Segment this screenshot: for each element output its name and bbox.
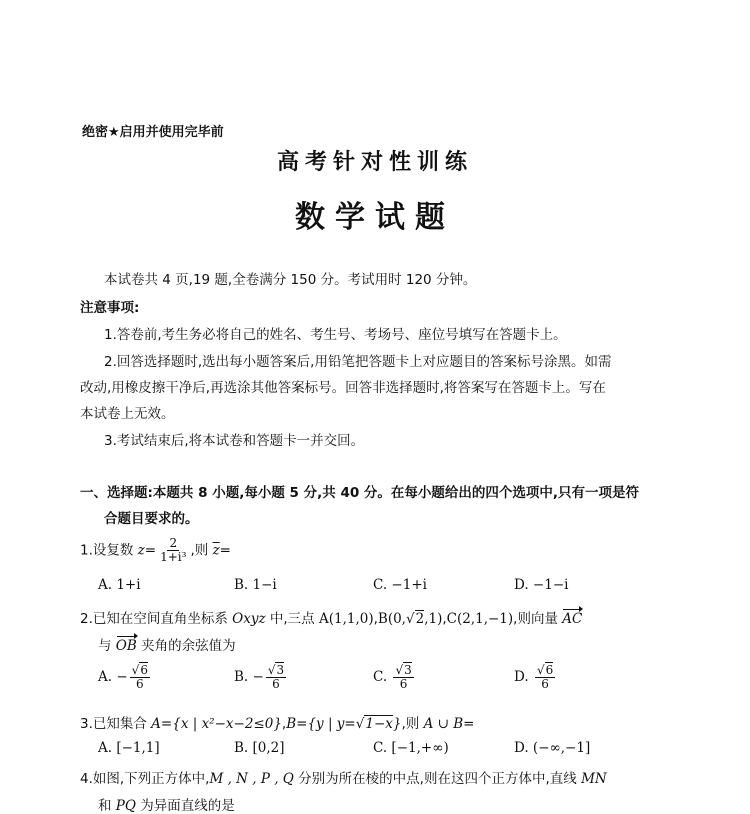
question-1-suffix: ,则 [190, 542, 213, 559]
subject-title: 数学试题 [295, 200, 455, 235]
point-c: C(2,1,−1) [446, 611, 514, 627]
separator: , [281, 716, 287, 732]
option-sign: − [116, 669, 128, 685]
question-2-text-d: 与 [98, 638, 116, 654]
question-1-conjugate: $\overline{z}$ [212, 542, 220, 559]
fraction-numerator: 3 [276, 663, 285, 677]
q3-option-a: A. [−1,1] [98, 740, 160, 756]
notice-item-1: 1.答卷前,考生务必将自己的姓名、考生号、考场号、座位号填写在答题卡上。 [104, 327, 567, 343]
separator: , [373, 611, 378, 627]
question-4-text-b: 分别为所在棱的中点,则在这四个正方体中,直线 [293, 771, 582, 787]
question-1-tail: = [219, 542, 231, 559]
question-3-text-b: ,则 [401, 716, 424, 732]
coordinate-system: Oxyz [232, 611, 266, 627]
question-2-line-2 [98, 634, 236, 654]
q2-option-d [514, 664, 557, 691]
q2-option-c [373, 664, 416, 691]
point-b-tail: ,1) [424, 611, 443, 627]
set-a: A={x | x²−x−2≤0} [151, 716, 282, 732]
question-3-tail: = [463, 716, 475, 732]
option-fraction: $\frac{√3}{6}$ [395, 663, 412, 691]
vector-ob: OB [115, 638, 137, 654]
q1-option-d: D. −1−i [514, 577, 569, 593]
question-4-text-c: 和 [98, 798, 116, 814]
fraction-numerator: 3 [404, 663, 412, 677]
fraction-denominator: 6 [541, 677, 549, 691]
option-fraction: $\frac{√3}{6}$ [267, 663, 285, 691]
question-4-text-a: 4.如图,下列正方体中, [80, 771, 210, 787]
notice-item-2-line-3: 本试卷上无效。 [80, 406, 175, 422]
question-1-prefix: 1.设复数 [80, 542, 138, 559]
notice-item-3: 3.考试结束后,将本试卷和答题卡一并交回。 [104, 433, 365, 449]
question-2-text-c: ,则向量 [513, 611, 563, 627]
question-4-line-1 [80, 767, 607, 787]
option-label: B. [234, 669, 249, 685]
vector-ac: AC [562, 611, 583, 627]
sqrt-radicand: 1−x [365, 716, 393, 732]
exam-intro: 本试卷共 4 页,19 题,全卷满分 150 分。考试用时 120 分钟。 [104, 272, 477, 288]
set-b-text: B={y | y= [286, 716, 356, 732]
q2-option-a [98, 664, 152, 691]
q1-option-a: A. 1+i [98, 577, 141, 593]
question-1 [80, 537, 231, 564]
set-b-tail: } [392, 716, 402, 732]
midpoints: M , N , P , Q [209, 771, 294, 787]
fraction-denominator: 6 [135, 677, 144, 691]
sqrt-radicand: 2 [415, 611, 425, 627]
q3-option-b: B. [0,2] [234, 740, 285, 756]
point-b-text: B(0, [377, 611, 406, 627]
set-union: A ∪ B [423, 716, 464, 732]
fraction-numerator: 6 [545, 663, 554, 677]
question-3-text-a: 3.已知集合 [80, 716, 152, 732]
question-1-fraction [158, 537, 188, 564]
section-heading: 一、选择题:本题共 8 小题,每小题 5 分,共 40 分。在每小题给出的四个选项中,只有一项是符 [80, 485, 640, 501]
fraction-denominator: 6 [399, 677, 408, 691]
fraction-denominator: 1+i³ [160, 550, 187, 564]
question-4-text-d: 为异面直线的是 [135, 798, 235, 814]
fraction-numerator: 2 [169, 536, 178, 550]
question-2-text-e: 夹角的余弦值为 [136, 638, 236, 654]
line-mn: MN [581, 771, 607, 787]
option-sign: − [252, 669, 264, 685]
option-label: D. [514, 669, 529, 685]
q3-option-c: C. [−1,+∞) [373, 740, 449, 756]
confidential-label: 绝密★启用并使用完毕前 [82, 125, 224, 140]
option-label: A. [98, 669, 113, 685]
q1-option-c: C. −1+i [373, 577, 427, 593]
exam-title: 高考针对性训练 [276, 150, 473, 175]
question-2-text-a: 2.已知在空间直角坐标系 [80, 611, 233, 627]
point-b: B(0,√2,1) [377, 611, 443, 627]
option-fraction: $\frac{√6}{6}$ [536, 663, 554, 691]
line-pq: PQ [115, 798, 136, 814]
option-fraction: $\frac{√6}{6}$ [131, 663, 148, 691]
question-2-text-b: 中,三点 [265, 611, 319, 627]
notice-heading: 注意事项: [80, 300, 140, 316]
q2-option-b [234, 664, 288, 691]
point-a: A(1,1,0) [318, 611, 374, 627]
question-1-variable: z [137, 542, 145, 559]
notice-item-2-line-2: 改动,用橡皮擦干净后,再选涂其他答案标号。回答非选择题时,将答案写在答题卡上。写在 [80, 380, 606, 396]
option-label: C. [373, 669, 388, 685]
question-3 [80, 712, 474, 732]
question-4-line-2 [98, 794, 235, 814]
q3-option-d: D. (−∞,−1] [514, 740, 591, 756]
question-1-equals: = [144, 542, 157, 559]
set-b: B={y | y=√1−x} [286, 716, 402, 732]
section-heading-line-2: 合题目要求的。 [104, 511, 199, 527]
fraction-denominator: 6 [272, 677, 280, 691]
notice-item-2-line-1: 2.回答选择题时,选出每小题答案后,用铅笔把答题卡上对应题目的答案标号涂黑。如需 [104, 354, 612, 370]
separator: , [442, 611, 447, 627]
q1-option-b: B. 1−i [234, 577, 277, 593]
fraction-numerator: 6 [140, 663, 148, 677]
question-2-line-1 [80, 607, 582, 627]
